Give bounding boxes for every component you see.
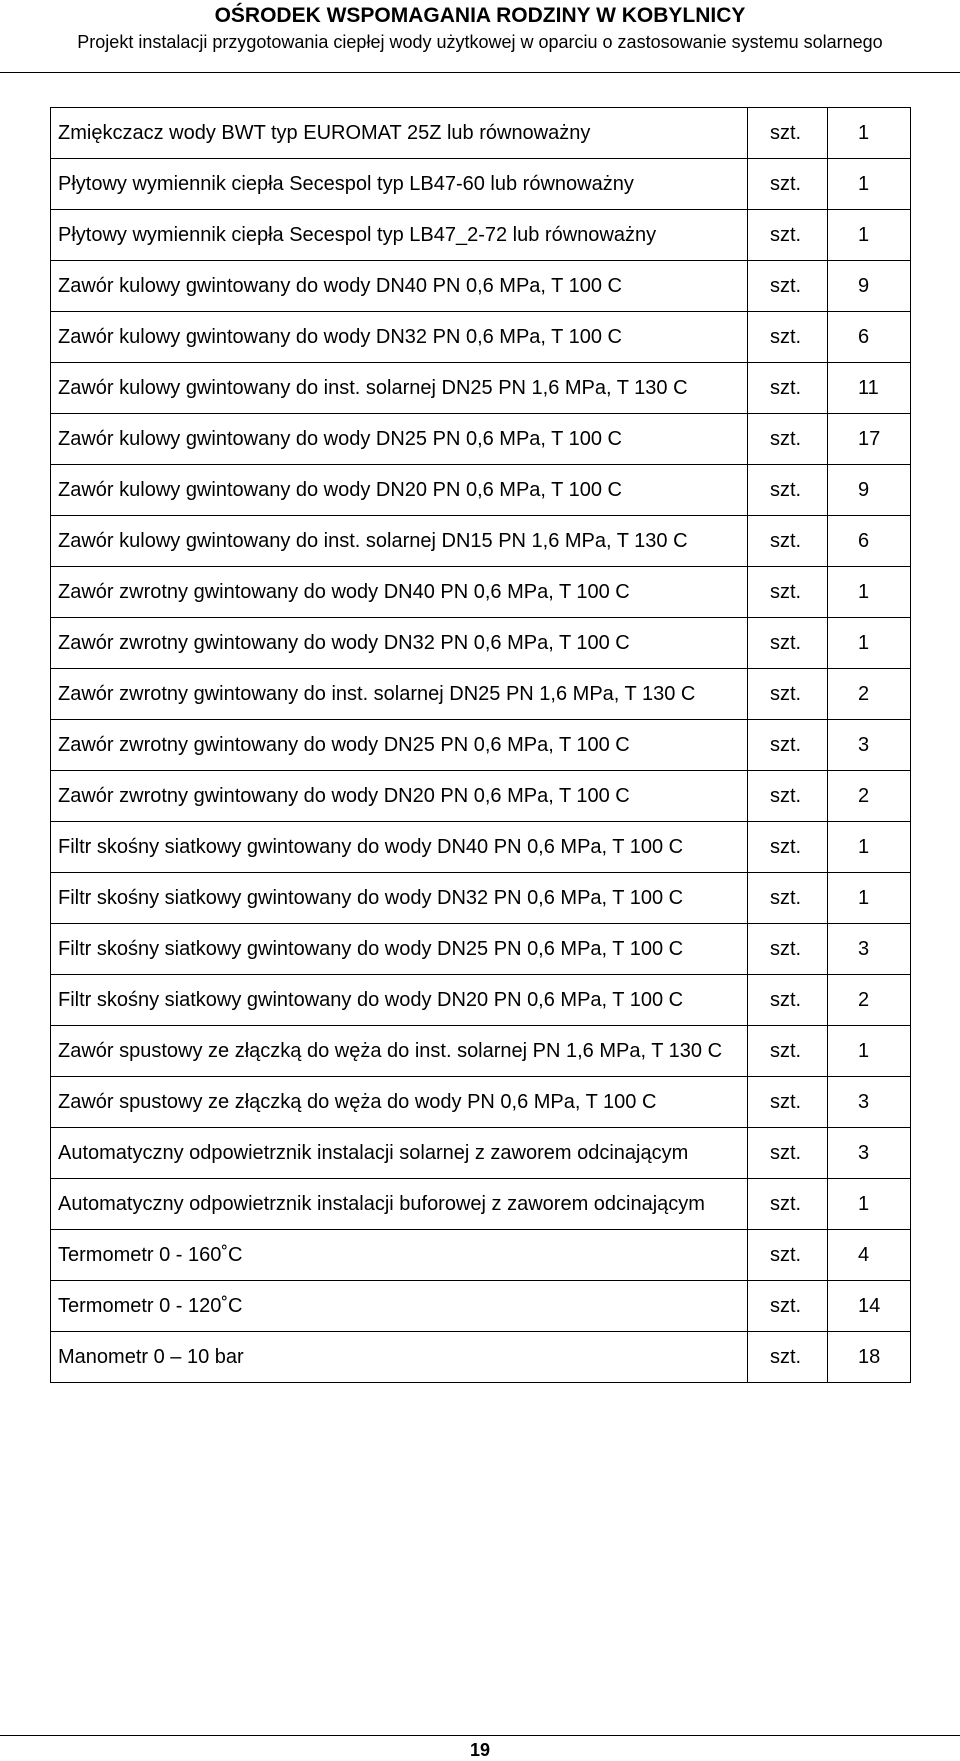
table-row <box>51 312 911 363</box>
item-unit-cell: szt. <box>748 1281 828 1332</box>
item-unit-cell: szt. <box>748 363 828 414</box>
item-quantity-cell: 14 <box>828 1281 911 1332</box>
item-unit-cell: szt. <box>748 567 828 618</box>
item-quantity-cell: 1 <box>828 618 911 669</box>
table-row <box>51 414 911 465</box>
item-quantity-cell: 2 <box>828 669 911 720</box>
item-quantity-cell: 9 <box>828 465 911 516</box>
item-unit-cell: szt. <box>748 1128 828 1179</box>
item-quantity-cell: 11 <box>828 363 911 414</box>
table-row <box>51 822 911 873</box>
item-name-cell: Płytowy wymiennik ciepła Secespol typ LB47-60 lub równoważny <box>51 159 748 210</box>
item-quantity-cell: 3 <box>828 1077 911 1128</box>
item-quantity-cell: 4 <box>828 1230 911 1281</box>
table-row <box>51 159 911 210</box>
item-name-cell: Zawór kulowy gwintowany do inst. solarnej DN15 PN 1,6 MPa, T 130 C <box>51 516 748 567</box>
item-name-cell: Filtr skośny siatkowy gwintowany do wody DN25 PN 0,6 MPa, T 100 C <box>51 924 748 975</box>
item-unit-cell: szt. <box>748 465 828 516</box>
table-row <box>51 1230 911 1281</box>
item-unit-cell: szt. <box>748 873 828 924</box>
item-quantity-cell: 2 <box>828 771 911 822</box>
item-name-cell: Zawór kulowy gwintowany do inst. solarnej DN25 PN 1,6 MPa, T 130 C <box>51 363 748 414</box>
item-unit-cell: szt. <box>748 1077 828 1128</box>
item-quantity-cell: 6 <box>828 312 911 363</box>
item-unit-cell: szt. <box>748 924 828 975</box>
item-unit-cell: szt. <box>748 771 828 822</box>
item-unit-cell: szt. <box>748 516 828 567</box>
item-unit-cell: szt. <box>748 414 828 465</box>
item-unit-cell: szt. <box>748 261 828 312</box>
item-quantity-cell: 3 <box>828 924 911 975</box>
table-row <box>51 1281 911 1332</box>
item-unit-cell: szt. <box>748 1026 828 1077</box>
item-quantity-cell: 18 <box>828 1332 911 1383</box>
item-name-cell: Zawór kulowy gwintowany do wody DN25 PN 0,6 MPa, T 100 C <box>51 414 748 465</box>
item-name-cell: Filtr skośny siatkowy gwintowany do wody DN20 PN 0,6 MPa, T 100 C <box>51 975 748 1026</box>
item-name-cell: Automatyczny odpowietrznik instalacji solarnej z zaworem odcinającym <box>51 1128 748 1179</box>
item-unit-cell: szt. <box>748 618 828 669</box>
table-row <box>51 363 911 414</box>
table-row <box>51 669 911 720</box>
item-unit-cell: szt. <box>748 159 828 210</box>
item-quantity-cell: 3 <box>828 1128 911 1179</box>
footer-divider <box>0 1735 960 1736</box>
materials-table <box>50 107 911 1383</box>
item-name-cell: Termometr 0 - 160˚C <box>51 1230 748 1281</box>
page-header <box>0 0 960 54</box>
table-row <box>51 465 911 516</box>
item-quantity-cell: 1 <box>828 159 911 210</box>
item-quantity-cell: 1 <box>828 1026 911 1077</box>
item-quantity-cell: 1 <box>828 822 911 873</box>
item-quantity-cell: 6 <box>828 516 911 567</box>
item-name-cell: Zawór kulowy gwintowany do wody DN20 PN 0,6 MPa, T 100 C <box>51 465 748 516</box>
item-unit-cell: szt. <box>748 1332 828 1383</box>
table-row <box>51 618 911 669</box>
item-unit-cell: szt. <box>748 108 828 159</box>
item-unit-cell: szt. <box>748 210 828 261</box>
table-row <box>51 516 911 567</box>
item-name-cell: Zawór zwrotny gwintowany do wody DN40 PN 0,6 MPa, T 100 C <box>51 567 748 618</box>
item-name-cell: Zawór spustowy ze złączką do węża do wody PN 0,6 MPa, T 100 C <box>51 1077 748 1128</box>
item-name-cell: Zawór zwrotny gwintowany do wody DN25 PN 0,6 MPa, T 100 C <box>51 720 748 771</box>
materials-table-body <box>51 108 911 1383</box>
item-name-cell: Zawór zwrotny gwintowany do wody DN20 PN 0,6 MPa, T 100 C <box>51 771 748 822</box>
item-unit-cell: szt. <box>748 1230 828 1281</box>
item-name-cell: Zawór zwrotny gwintowany do wody DN32 PN 0,6 MPa, T 100 C <box>51 618 748 669</box>
item-unit-cell: szt. <box>748 720 828 771</box>
table-row <box>51 771 911 822</box>
item-unit-cell: szt. <box>748 669 828 720</box>
item-quantity-cell: 9 <box>828 261 911 312</box>
item-quantity-cell: 1 <box>828 567 911 618</box>
item-unit-cell: szt. <box>748 822 828 873</box>
item-name-cell: Zmiękczacz wody BWT typ EUROMAT 25Z lub równoważny <box>51 108 748 159</box>
item-name-cell: Zawór kulowy gwintowany do wody DN32 PN 0,6 MPa, T 100 C <box>51 312 748 363</box>
item-quantity-cell: 2 <box>828 975 911 1026</box>
table-row <box>51 1332 911 1383</box>
table-row <box>51 108 911 159</box>
item-name-cell: Termometr 0 - 120˚C <box>51 1281 748 1332</box>
table-row <box>51 567 911 618</box>
item-name-cell: Płytowy wymiennik ciepła Secespol typ LB47_2-72 lub równoważny <box>51 210 748 261</box>
table-row <box>51 924 911 975</box>
table-row <box>51 873 911 924</box>
item-unit-cell: szt. <box>748 1179 828 1230</box>
item-quantity-cell: 3 <box>828 720 911 771</box>
item-quantity-cell: 1 <box>828 108 911 159</box>
item-quantity-cell: 1 <box>828 1179 911 1230</box>
table-row <box>51 975 911 1026</box>
table-row <box>51 1128 911 1179</box>
table-row <box>51 210 911 261</box>
item-name-cell: Filtr skośny siatkowy gwintowany do wody DN40 PN 0,6 MPa, T 100 C <box>51 822 748 873</box>
project-title: Projekt instalacji przygotowania ciepłej wody użytkowej w oparciu o zastosowanie systemu solarnego <box>77 32 883 52</box>
item-name-cell: Zawór zwrotny gwintowany do inst. solarnej DN25 PN 1,6 MPa, T 130 C <box>51 669 748 720</box>
table-row <box>51 1077 911 1128</box>
item-name-cell: Zawór kulowy gwintowany do wody DN40 PN 0,6 MPa, T 100 C <box>51 261 748 312</box>
table-row <box>51 261 911 312</box>
item-name-cell: Zawór spustowy ze złączką do węża do inst. solarnej PN 1,6 MPa, T 130 C <box>51 1026 748 1077</box>
item-unit-cell: szt. <box>748 312 828 363</box>
item-unit-cell: szt. <box>748 975 828 1026</box>
page-number: 19 <box>469 1740 491 1760</box>
table-row <box>51 720 911 771</box>
item-quantity-cell: 1 <box>828 210 911 261</box>
table-row <box>51 1026 911 1077</box>
item-quantity-cell: 1 <box>828 873 911 924</box>
item-name-cell: Automatyczny odpowietrznik instalacji buforowej z zaworem odcinającym <box>51 1179 748 1230</box>
item-name-cell: Manometr 0 – 10 bar <box>51 1332 748 1383</box>
item-quantity-cell: 17 <box>828 414 911 465</box>
organization-title: OŚRODEK WSPOMAGANIA RODZINY W KOBYLNICY <box>214 4 746 27</box>
header-divider <box>0 72 960 73</box>
table-row <box>51 1179 911 1230</box>
item-name-cell: Filtr skośny siatkowy gwintowany do wody DN32 PN 0,6 MPa, T 100 C <box>51 873 748 924</box>
